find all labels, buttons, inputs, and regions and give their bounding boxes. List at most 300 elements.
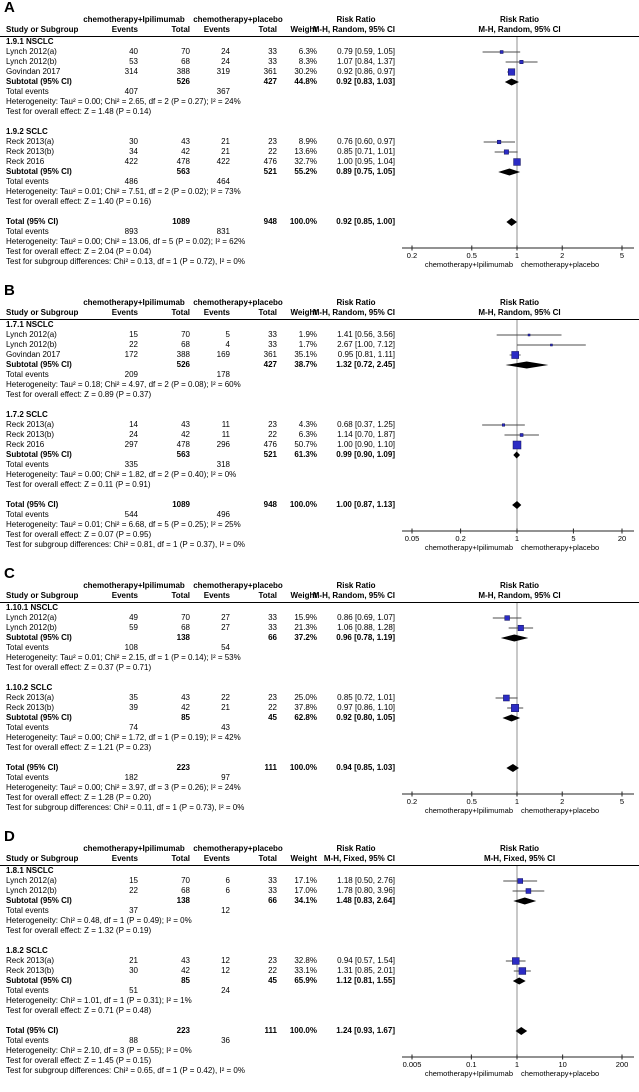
events1-cell: 14 (129, 420, 138, 429)
stats-note: Test for overall effect: Z = 0.11 (P = 0.91) (6, 480, 151, 489)
subtotal-diamond (505, 362, 548, 369)
total2-cell: 111 (264, 763, 277, 772)
tick-label: 1 (514, 1060, 520, 1069)
total1-cell: 526 (176, 77, 190, 86)
ci-text-cell: 1.31 [0.85, 2.01] (337, 966, 395, 975)
subtotal-diamond (513, 452, 520, 459)
panel-label: A (4, 0, 15, 16)
stats-note: Heterogeneity: Tau² = 0.00; Chi² = 1.72, df = 1 (P = 0.19); I² = 42% (6, 733, 241, 742)
weight-cell: 17.0% (294, 886, 317, 895)
effect-square (520, 433, 523, 436)
events2-cell: 169 (216, 350, 230, 359)
total1-cell: 68 (181, 623, 190, 632)
stats-note: Test for overall effect: Z = 1.21 (P = 0.23) (6, 743, 152, 752)
forest-plot (400, 320, 639, 564)
total1-cell: 526 (176, 360, 190, 369)
events2-cell: 97 (221, 773, 230, 782)
stats-note: Heterogeneity: Tau² = 0.01; Chi² = 7.51, df = 2 (P = 0.02); I² = 73% (6, 187, 241, 196)
study-name-cell: Lynch 2012(b) (6, 340, 57, 349)
weight-cell: 8.3% (298, 57, 317, 66)
total1-cell: 70 (181, 613, 190, 622)
plot-title-line2: M-H, Random, 95% CI (478, 308, 561, 317)
study-name-cell: Lynch 2012(a) (6, 613, 57, 622)
total2-cell: 33 (268, 47, 277, 56)
study-name-cell: Total events (6, 177, 49, 186)
events1-cell: 422 (124, 157, 138, 166)
total2-cell: 33 (268, 876, 277, 885)
events1-cell: 182 (124, 773, 138, 782)
effect-square (550, 344, 552, 346)
plot-title-line1: Risk Ratio (499, 581, 540, 590)
events1-cell: 51 (129, 986, 138, 995)
total1-cell: 388 (176, 350, 190, 359)
effect-square (504, 150, 508, 154)
weight-cell: 55.2% (294, 167, 317, 176)
total1-cell: 70 (181, 330, 190, 339)
ci-text-cell: 0.79 [0.59, 1.05] (337, 47, 395, 56)
events1-cell: 22 (129, 340, 138, 349)
effect-square (513, 441, 521, 449)
stats-note: Test for subgroup differences: Chi² = 0.13, df = 1 (P = 0.72), I² = 0% (6, 257, 245, 266)
study-name-cell: Subtotal (95% CI) (6, 713, 72, 722)
study-name-cell: Subtotal (95% CI) (6, 976, 72, 985)
effect-square (514, 159, 521, 166)
study-name-cell: Reck 2013(a) (6, 420, 55, 429)
table-body (0, 37, 639, 281)
events2-cell: 178 (216, 370, 230, 379)
study-name-cell: Lynch 2012(a) (6, 330, 57, 339)
ci-text-cell: 1.00 [0.95, 1.04] (337, 157, 395, 166)
effect-square (511, 704, 518, 711)
weight-cell: 34.1% (294, 896, 317, 905)
weight-cell: 100.0% (289, 1026, 317, 1035)
study-name-cell: Lynch 2012(b) (6, 886, 57, 895)
table-body (0, 320, 639, 564)
total1-cell: 43 (181, 693, 190, 702)
effect-header-line1: Risk Ratio (336, 844, 376, 853)
study-name-cell: Total (95% CI) (6, 763, 59, 772)
panel-b (0, 283, 639, 564)
events1-col-header: Events (111, 591, 138, 600)
ci-text-cell: 0.86 [0.69, 1.07] (337, 613, 395, 622)
study-name-cell: Lynch 2012(a) (6, 876, 57, 885)
total2-cell: 22 (268, 703, 277, 712)
study-name-cell: Lynch 2012(a) (6, 47, 57, 56)
subgroup-label: 1.8.2 SCLC (6, 946, 48, 955)
total2-cell: 427 (263, 77, 277, 86)
study-name-cell: Total events (6, 723, 49, 732)
panel-a (0, 0, 639, 281)
events2-cell: 6 (225, 876, 230, 885)
weight-cell: 37.8% (294, 703, 317, 712)
weight-cell: 100.0% (289, 763, 317, 772)
total1-cell: 478 (176, 157, 190, 166)
total1-cell: 43 (181, 420, 190, 429)
total1-cell: 138 (176, 896, 190, 905)
group1-header: chemotherapy+Ipilimumab (83, 844, 185, 853)
weight-cell: 1.7% (298, 340, 317, 349)
effect-square (502, 424, 504, 426)
tick-label: 0.2 (455, 534, 466, 543)
stats-note: Test for overall effect: Z = 0.07 (P = 0.95) (6, 530, 152, 539)
total2-cell: 33 (268, 57, 277, 66)
total1-cell: 388 (176, 67, 190, 76)
events2-cell: 296 (216, 440, 230, 449)
events1-cell: 49 (129, 613, 138, 622)
stats-note: Test for overall effect: Z = 0.37 (P = 0.71) (6, 663, 152, 672)
total1-cell: 563 (176, 450, 190, 459)
ci-text-cell: 0.92 [0.83, 1.03] (336, 77, 395, 86)
events1-cell: 74 (129, 723, 138, 732)
total1-cell: 68 (181, 57, 190, 66)
events2-cell: 11 (221, 430, 230, 439)
events2-cell: 21 (221, 137, 230, 146)
stats-note: Heterogeneity: Tau² = 0.00; Chi² = 3.97, df = 3 (P = 0.26); I² = 24% (6, 783, 241, 792)
ci-text-cell: 0.94 [0.85, 1.03] (336, 763, 395, 772)
events1-cell: 37 (129, 906, 138, 915)
tick-label: 1 (514, 251, 520, 260)
ci-text-cell: 1.78 [0.80, 3.96] (337, 886, 395, 895)
ci-text-cell: 0.92 [0.85, 1.00] (336, 217, 395, 226)
weight-col-header: Weight (290, 854, 317, 863)
group1-header: chemotherapy+Ipilimumab (83, 298, 185, 307)
weight-cell: 62.8% (294, 713, 317, 722)
ci-text-cell: 1.18 [0.50, 2.76] (337, 876, 395, 885)
weight-cell: 15.9% (294, 613, 317, 622)
events1-cell: 59 (129, 623, 138, 632)
total1-cell: 42 (181, 147, 190, 156)
events2-cell: 4 (225, 340, 230, 349)
subgroup-label: 1.8.1 NSCLC (6, 866, 54, 875)
panel-label: B (4, 282, 15, 299)
tick-label: 5 (619, 797, 625, 806)
total2-cell: 111 (264, 1026, 277, 1035)
study-name-cell: Total events (6, 87, 49, 96)
study-col-header: Study or Subgroup (6, 25, 79, 34)
events2-col-header: Events (203, 591, 230, 600)
events2-cell: 11 (221, 420, 230, 429)
stats-note: Test for subgroup differences: Chi² = 0.81, df = 1 (P = 0.37), I² = 0% (6, 540, 245, 549)
events1-cell: 30 (129, 966, 138, 975)
events2-cell: 36 (221, 1036, 230, 1045)
subtotal-diamond (502, 715, 520, 722)
effect-square (519, 968, 526, 975)
tick-label: 0.5 (466, 251, 477, 260)
tick-label: 0.1 (466, 1060, 477, 1069)
events1-cell: 335 (124, 460, 138, 469)
events2-col-header: Events (203, 854, 230, 863)
effect-square (500, 50, 503, 53)
tick-label: 2 (560, 797, 565, 806)
events1-cell: 297 (124, 440, 138, 449)
ci-text-cell: 1.06 [0.88, 1.28] (337, 623, 395, 632)
total2-cell: 22 (268, 966, 277, 975)
effect-square (512, 351, 519, 358)
table-header (0, 298, 639, 320)
group1-header: chemotherapy+Ipilimumab (83, 581, 185, 590)
study-name-cell: Reck 2013(b) (6, 703, 55, 712)
study-name-cell: Lynch 2012(b) (6, 623, 57, 632)
events1-cell: 15 (129, 330, 138, 339)
study-name-cell: Total (95% CI) (6, 217, 59, 226)
axis-right-label: chemotherapy+placebo (521, 543, 600, 552)
subgroup-label: 1.9.2 SCLC (6, 127, 48, 136)
tick-label: 2 (560, 251, 565, 260)
total2-cell: 23 (268, 420, 277, 429)
ci-text-cell: 0.95 [0.81, 1.11] (337, 350, 395, 359)
events1-cell: 108 (124, 643, 138, 652)
forest-plot (400, 603, 639, 827)
weight-cell: 1.9% (298, 330, 317, 339)
total2-cell: 33 (268, 340, 277, 349)
effect-header-line2: M-H, Random, 95% CI (312, 591, 395, 600)
ci-text-cell: 0.68 [0.37, 1.25] (337, 420, 395, 429)
study-name-cell: Subtotal (95% CI) (6, 450, 72, 459)
total2-cell: 45 (268, 713, 277, 722)
ci-text-cell: 0.92 [0.86, 0.97] (337, 67, 395, 76)
study-name-cell: Total (95% CI) (6, 500, 59, 509)
study-name-cell: Subtotal (95% CI) (6, 633, 72, 642)
ci-text-cell: 0.94 [0.57, 1.54] (337, 956, 395, 965)
ci-text-cell: 1.07 [0.84, 1.37] (337, 57, 395, 66)
ci-text-cell: 0.85 [0.71, 1.01] (337, 147, 395, 156)
stats-note: Test for subgroup differences: Chi² = 0.65, df = 1 (P = 0.42), I² = 0% (6, 1066, 245, 1075)
study-name-cell: Total events (6, 1036, 49, 1045)
events2-cell: 319 (216, 67, 230, 76)
total2-col-header: Total (258, 308, 277, 317)
events1-col-header: Events (111, 308, 138, 317)
events1-col-header: Events (111, 25, 138, 34)
events2-cell: 24 (221, 47, 230, 56)
group1-header: chemotherapy+Ipilimumab (83, 15, 185, 24)
axis-left-label: chemotherapy+Ipilimumab (424, 260, 513, 269)
plot-title-line1: Risk Ratio (499, 15, 540, 24)
effect-header-line1: Risk Ratio (336, 298, 376, 307)
study-name-cell: Total events (6, 643, 49, 652)
events2-cell: 27 (221, 613, 230, 622)
total2-cell: 66 (268, 633, 277, 642)
total1-cell: 42 (181, 703, 190, 712)
axis-left-label: chemotherapy+Ipilimumab (424, 806, 513, 815)
total2-cell: 22 (268, 430, 277, 439)
weight-cell: 25.0% (294, 693, 317, 702)
ci-text-cell: 1.32 [0.72, 2.45] (336, 360, 395, 369)
weight-cell: 32.8% (294, 956, 317, 965)
events1-cell: 314 (124, 67, 138, 76)
group2-header: chemotherapy+placebo (193, 298, 283, 307)
events1-cell: 209 (124, 370, 138, 379)
total2-cell: 948 (263, 217, 277, 226)
stats-note: Test for overall effect: Z = 2.04 (P = 0.04) (6, 247, 152, 256)
events2-cell: 24 (221, 57, 230, 66)
events2-cell: 54 (221, 643, 230, 652)
plot-title-line2: M-H, Random, 95% CI (478, 591, 561, 600)
study-name-cell: Reck 2013(a) (6, 956, 55, 965)
stats-note: Heterogeneity: Tau² = 0.00; Chi² = 13.06, df = 5 (P = 0.02); I² = 62% (6, 237, 246, 246)
total2-cell: 476 (263, 440, 277, 449)
ci-text-cell: 0.85 [0.72, 1.01] (337, 693, 395, 702)
events2-cell: 12 (221, 906, 230, 915)
total2-cell: 361 (263, 350, 277, 359)
ci-text-cell: 0.99 [0.90, 1.09] (336, 450, 395, 459)
events1-cell: 24 (129, 430, 138, 439)
forest-plot (400, 37, 639, 281)
total-diamond (506, 218, 517, 226)
total1-cell: 68 (181, 340, 190, 349)
events1-col-header: Events (111, 854, 138, 863)
events1-cell: 407 (124, 87, 138, 96)
weight-cell: 13.6% (294, 147, 317, 156)
study-name-cell: Reck 2013(b) (6, 147, 55, 156)
total1-cell: 478 (176, 440, 190, 449)
forest-plot (400, 866, 639, 1090)
events2-cell: 318 (216, 460, 230, 469)
events2-cell: 422 (216, 157, 230, 166)
panel-c (0, 566, 639, 827)
total1-cell: 70 (181, 47, 190, 56)
subtotal-diamond (501, 635, 529, 642)
total2-cell: 66 (268, 896, 277, 905)
total1-cell: 563 (176, 167, 190, 176)
stats-note: Heterogeneity: Tau² = 0.01; Chi² = 6.68, df = 5 (P = 0.25); I² = 25% (6, 520, 241, 529)
weight-cell: 33.1% (294, 966, 317, 975)
panel-d (0, 829, 639, 1090)
total2-cell: 948 (263, 500, 277, 509)
effect-square (497, 140, 501, 144)
total1-cell: 223 (176, 763, 190, 772)
total1-cell: 68 (181, 886, 190, 895)
events2-col-header: Events (203, 25, 230, 34)
group2-header: chemotherapy+placebo (193, 581, 283, 590)
stats-note: Heterogeneity: Chi² = 0.48, df = 1 (P = 0.49); I² = 0% (6, 916, 192, 925)
panel-label: C (4, 565, 15, 582)
events2-col-header: Events (203, 308, 230, 317)
events2-cell: 831 (216, 227, 230, 236)
effect-square (512, 958, 519, 965)
total2-cell: 33 (268, 623, 277, 632)
total2-cell: 22 (268, 147, 277, 156)
tick-label: 200 (615, 1060, 629, 1069)
study-name-cell: Total (95% CI) (6, 1026, 59, 1035)
table-header (0, 15, 639, 37)
study-name-cell: Reck 2013(a) (6, 137, 55, 146)
study-name-cell: Reck 2016 (6, 157, 45, 166)
events2-cell: 43 (221, 723, 230, 732)
tick-label: 0.005 (402, 1060, 422, 1069)
total1-cell: 85 (181, 713, 190, 722)
total1-col-header: Total (171, 25, 190, 34)
stats-note: Test for overall effect: Z = 0.71 (P = 0.48) (6, 1006, 152, 1015)
weight-cell: 50.7% (294, 440, 317, 449)
events2-cell: 367 (216, 87, 230, 96)
tick-label: 20 (617, 534, 627, 543)
events2-cell: 22 (221, 693, 230, 702)
weight-cell: 32.7% (294, 157, 317, 166)
total1-col-header: Total (171, 591, 190, 600)
weight-cell: 37.2% (294, 633, 317, 642)
events1-cell: 893 (124, 227, 138, 236)
events1-cell: 53 (129, 57, 138, 66)
study-name-cell: Govindan 2017 (6, 350, 61, 359)
study-name-cell: Total events (6, 460, 49, 469)
weight-cell: 44.8% (294, 77, 317, 86)
weight-cell: 21.3% (294, 623, 317, 632)
events2-cell: 12 (221, 966, 230, 975)
events1-cell: 486 (124, 177, 138, 186)
effect-square (528, 334, 530, 336)
ci-text-cell: 0.96 [0.78, 1.19] (336, 633, 395, 642)
study-name-cell: Reck 2013(a) (6, 693, 55, 702)
ci-text-cell: 1.00 [0.87, 1.13] (336, 500, 395, 509)
events2-cell: 5 (225, 330, 230, 339)
tick-label: 5 (571, 534, 576, 543)
events2-cell: 24 (221, 986, 230, 995)
events2-cell: 464 (216, 177, 230, 186)
total2-col-header: Total (258, 591, 277, 600)
stats-note: Heterogeneity: Tau² = 0.00; Chi² = 2.65, df = 2 (P = 0.27); I² = 24% (6, 97, 241, 106)
study-col-header: Study or Subgroup (6, 854, 79, 863)
events1-cell: 40 (129, 47, 138, 56)
axis-left-label: chemotherapy+Ipilimumab (424, 543, 513, 552)
tick-label: 10 (558, 1060, 567, 1069)
total2-cell: 23 (268, 137, 277, 146)
stats-note: Test for subgroup differences: Chi² = 0.11, df = 1 (P = 0.73), I² = 0% (6, 803, 245, 812)
subgroup-label: 1.10.2 SCLC (6, 683, 53, 692)
study-name-cell: Reck 2016 (6, 440, 45, 449)
events1-cell: 88 (129, 1036, 138, 1045)
weight-cell: 35.1% (294, 350, 317, 359)
total-diamond (512, 501, 521, 509)
weight-col-header: Weight (290, 308, 317, 317)
total1-col-header: Total (171, 854, 190, 863)
effect-square (526, 889, 531, 894)
study-name-cell: Total events (6, 510, 49, 519)
weight-cell: 100.0% (289, 500, 317, 509)
study-name-cell: Subtotal (95% CI) (6, 360, 72, 369)
study-name-cell: Total events (6, 906, 49, 915)
study-name-cell: Govindan 2017 (6, 67, 61, 76)
axis-right-label: chemotherapy+placebo (521, 260, 600, 269)
study-name-cell: Subtotal (95% CI) (6, 896, 72, 905)
ci-text-cell: 1.00 [0.90, 1.10] (337, 440, 395, 449)
study-name-cell: Reck 2013(b) (6, 430, 55, 439)
subtotal-diamond (513, 978, 526, 985)
tick-label: 0.05 (404, 534, 420, 543)
weight-col-header: Weight (290, 25, 317, 34)
stats-note: Test for overall effect: Z = 1.32 (P = 0.19) (6, 926, 152, 935)
stats-note: Heterogeneity: Chi² = 1.01, df = 1 (P = 0.31); I² = 1% (6, 996, 192, 1005)
group2-header: chemotherapy+placebo (193, 844, 283, 853)
study-name-cell: Subtotal (95% CI) (6, 77, 72, 86)
tick-label: 1 (514, 534, 520, 543)
total2-cell: 23 (268, 956, 277, 965)
events1-cell: 544 (124, 510, 138, 519)
effect-header-line2: M-H, Fixed, 95% CI (323, 854, 395, 863)
events2-cell: 12 (221, 956, 230, 965)
weight-cell: 17.1% (294, 876, 317, 885)
total1-cell: 1089 (172, 217, 190, 226)
events2-cell: 496 (216, 510, 230, 519)
weight-cell: 100.0% (289, 217, 317, 226)
total2-cell: 521 (263, 450, 277, 459)
effect-square (508, 69, 515, 76)
total1-cell: 1089 (172, 500, 190, 509)
stats-note: Heterogeneity: Tau² = 0.01; Chi² = 2.15, df = 1 (P = 0.14); I² = 53% (6, 653, 241, 662)
tick-label: 0.2 (406, 251, 418, 260)
plot-title-line2: M-H, Fixed, 95% CI (483, 854, 556, 863)
stats-note: Heterogeneity: Tau² = 0.00; Chi² = 1.82, df = 2 (P = 0.40); I² = 0% (6, 470, 237, 479)
weight-cell: 4.3% (298, 420, 317, 429)
